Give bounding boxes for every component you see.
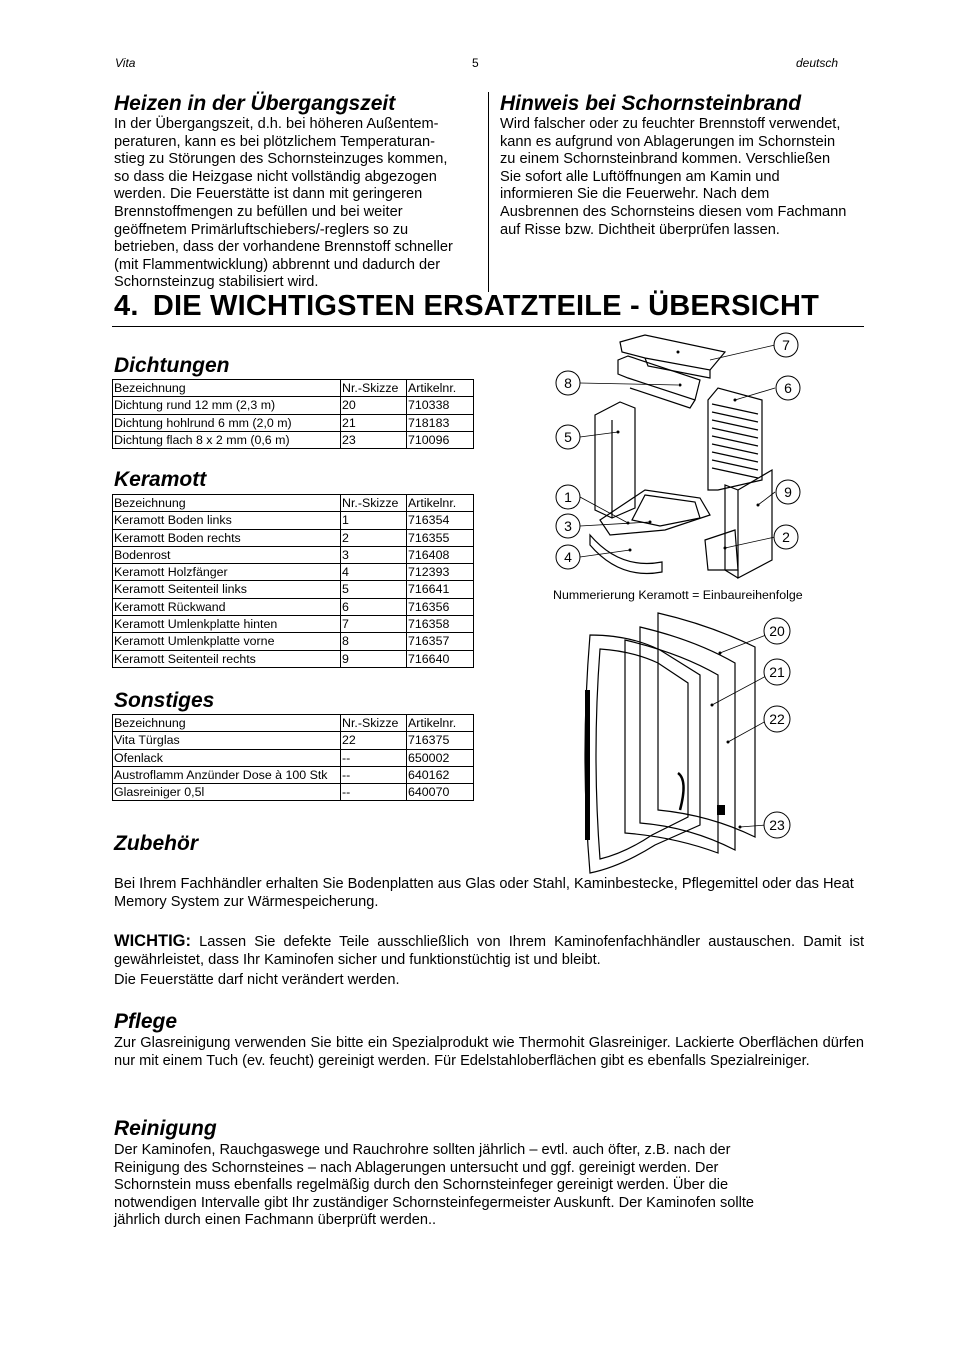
sonstiges-title: Sonstiges bbox=[114, 689, 215, 712]
table-row bbox=[113, 564, 474, 581]
cell: -- bbox=[341, 784, 407, 801]
reinigung-line: Schornstein muss ebenfalls regelmäßig durch den Schornsteinfeger gereinigt werden. Über die bbox=[114, 1177, 729, 1194]
reinigung-title: Reinigung bbox=[114, 1117, 217, 1140]
cell: 716408 bbox=[407, 546, 474, 563]
heizen-line: betrieben, dass der vorhandene Brennstoff schneller bbox=[114, 239, 453, 256]
table-row bbox=[113, 529, 474, 546]
hinweis-line: Wird falscher oder zu feuchter Brennstoff verwendet, bbox=[500, 116, 841, 132]
header-cell: Bezeichnung bbox=[113, 495, 341, 512]
table-row bbox=[113, 414, 474, 431]
cell: 7 bbox=[341, 616, 407, 633]
cell: 716641 bbox=[407, 581, 474, 598]
callout-5: 5 bbox=[564, 429, 572, 445]
cell: 650002 bbox=[407, 749, 474, 766]
reinigung-text bbox=[114, 1142, 864, 1230]
hinweis-line: Sie sofort alle Luftöffnungen am Kamin und bbox=[500, 168, 780, 185]
cell: Keramott Boden links bbox=[113, 512, 341, 529]
cell: 712393 bbox=[407, 564, 474, 581]
heizen-line: stieg zu Störungen des Schornsteinzuges kommen, bbox=[114, 151, 448, 168]
section-title: DIE WICHTIGSTEN ERSATZTEILE - ÜBERSICHT bbox=[152, 290, 820, 322]
dichtungen-table bbox=[112, 379, 474, 449]
pflege-title: Pflege bbox=[114, 1010, 178, 1033]
table-header-row bbox=[113, 495, 474, 512]
cell: Dichtung hohlrund 6 mm (2,0 m) bbox=[113, 414, 341, 431]
callout-1: 1 bbox=[564, 489, 572, 505]
cell: 21 bbox=[341, 414, 407, 431]
cell: Austroflamm Anzünder Dose à 100 Stk bbox=[113, 766, 341, 783]
cell: Ofenlack bbox=[113, 749, 341, 766]
heizen-line: (mit Flammentwicklung) abbrennt und dadurch der bbox=[114, 256, 441, 273]
cell: Keramott Holzfänger bbox=[113, 564, 341, 581]
cell: 22 bbox=[341, 732, 407, 749]
reinigung-line: Reinigung des Schornsteines – nach Ablagerungen untersucht und ggf. gereinigt werden. Der bbox=[114, 1159, 719, 1176]
cell: 716354 bbox=[407, 512, 474, 529]
cell: 716640 bbox=[407, 650, 474, 667]
header-cell: Bezeichnung bbox=[113, 715, 341, 732]
cell: Keramott Rückwand bbox=[113, 598, 341, 615]
wichtig-line2: Die Feuerstätte darf nicht verändert werden. bbox=[114, 972, 400, 988]
section-heading bbox=[114, 290, 819, 323]
cell: 716375 bbox=[407, 732, 474, 749]
hinweis-line: auf Risse bzw. Dichtheit überprüfen lassen. bbox=[500, 221, 780, 238]
hinweis-line: kann es aufgrund von Ablagerungen im Schornstein bbox=[500, 133, 836, 150]
callout-20: 20 bbox=[769, 623, 785, 639]
heizen-text bbox=[114, 116, 484, 292]
cell: Dichtung flach 8 x 2 mm (0,6 m) bbox=[113, 431, 341, 448]
header-left: Vita bbox=[115, 56, 136, 70]
heizen-section bbox=[114, 92, 484, 292]
cell: 716357 bbox=[407, 633, 474, 650]
section-rule bbox=[112, 326, 864, 327]
table-header-row bbox=[113, 715, 474, 732]
cell: Vita Türglas bbox=[113, 732, 341, 749]
heizen-title: Heizen in der Übergangszeit bbox=[114, 92, 396, 115]
header-cell: Artikelnr. bbox=[407, 495, 474, 512]
hinweis-section bbox=[500, 92, 870, 239]
header-cell: Artikelnr. bbox=[407, 380, 474, 397]
callout-23: 23 bbox=[769, 817, 785, 833]
heizen-line: Schornsteinzug stabilisiert wird. bbox=[114, 274, 319, 291]
hinweis-title: Hinweis bei Schornsteinbrand bbox=[500, 92, 802, 115]
cell: 716355 bbox=[407, 529, 474, 546]
callout-7: 7 bbox=[782, 337, 790, 353]
table-row bbox=[113, 749, 474, 766]
door-exploded-drawing bbox=[570, 605, 810, 877]
section-number: 4. bbox=[114, 290, 139, 322]
heizen-line: Brennstoffmengen zu befüllen und bei weiter bbox=[114, 203, 403, 220]
callout-22: 22 bbox=[769, 711, 785, 727]
cell: 640070 bbox=[407, 784, 474, 801]
wichtig-paragraph bbox=[114, 933, 864, 969]
keramott-exploded-drawing bbox=[550, 330, 820, 585]
table-row bbox=[113, 581, 474, 598]
cell: Bodenrost bbox=[113, 546, 341, 563]
cell: 710338 bbox=[407, 397, 474, 414]
callout-21: 21 bbox=[769, 664, 785, 680]
cell: 710096 bbox=[407, 431, 474, 448]
hinweis-line: zu einem Schornsteinbrand kommen. Verschließen bbox=[500, 151, 831, 168]
heizen-line: geöffnetem Primärluftschiebers/-reglers so zu bbox=[114, 221, 409, 238]
cell: 8 bbox=[341, 633, 407, 650]
table-header-row bbox=[113, 380, 474, 397]
hinweis-line: informieren Sie die Feuerwehr. Nach dem bbox=[500, 186, 770, 203]
cell: 1 bbox=[341, 512, 407, 529]
table-row bbox=[113, 784, 474, 801]
hinweis-line: Ausbrennen des Schornsteins diesen vom Fachmann bbox=[500, 203, 847, 220]
table-row bbox=[113, 598, 474, 615]
cell: Keramott Umlenkplatte hinten bbox=[113, 616, 341, 633]
figure-caption: Nummerierung Keramott = Einbaureihenfolge bbox=[553, 588, 803, 602]
callout-2: 2 bbox=[782, 529, 790, 545]
keramott-table bbox=[112, 494, 474, 668]
cell: Keramott Seitenteil rechts bbox=[113, 650, 341, 667]
table-row bbox=[113, 650, 474, 667]
hinweis-text bbox=[500, 116, 870, 239]
heizen-line: so dass die Heizgase nicht vollständig abgezogen bbox=[114, 168, 437, 185]
table-row bbox=[113, 766, 474, 783]
cell: 5 bbox=[341, 581, 407, 598]
heizen-line: peraturen, kann es bei plötzlichem Temperaturan- bbox=[114, 133, 435, 150]
table-row bbox=[113, 512, 474, 529]
callout-3: 3 bbox=[564, 518, 572, 534]
header-cell: Bezeichnung bbox=[113, 380, 341, 397]
header-cell: Nr.-Skizze bbox=[341, 495, 407, 512]
table-row bbox=[113, 546, 474, 563]
reinigung-line: jährlich durch einen Fachmann überprüft werden.. bbox=[114, 1212, 437, 1229]
header-cell: Nr.-Skizze bbox=[341, 715, 407, 732]
header-cell: Artikelnr. bbox=[407, 715, 474, 732]
cell: 23 bbox=[341, 431, 407, 448]
heizen-line: werden. Die Feuerstätte ist dann mit geringeren bbox=[114, 186, 423, 203]
cell: Glasreiniger 0,5l bbox=[113, 784, 341, 801]
reinigung-line: notwendigen Intervalle gibt Ihr zuständiger Schornsteinfegermeister Auskunft. Der Kaminofen sollte bbox=[114, 1194, 755, 1211]
cell: Keramott Seitenteil links bbox=[113, 581, 341, 598]
table-row bbox=[113, 616, 474, 633]
table-row bbox=[113, 397, 474, 414]
pflege-text: Zur Glasreinigung verwenden Sie bitte ein Spezialprodukt wie Thermohit Glasreiniger. Lackierte Oberflächen dürfen nur mit einem Tuch (ev. feucht) gereinigt werden. Für Edelstahloberflächen gibt es ebenfalls Spezialreiniger. bbox=[114, 1035, 864, 1069]
reinigung-line: Der Kaminofen, Rauchgaswege und Rauchrohre sollten jährlich – evtl. auch öfter, z.B. nach der bbox=[114, 1142, 731, 1158]
cell: 6 bbox=[341, 598, 407, 615]
cell: 716358 bbox=[407, 616, 474, 633]
zubehoer-title: Zubehör bbox=[114, 832, 198, 855]
keramott-title: Keramott bbox=[114, 468, 207, 491]
wichtig-text: Lassen Sie defekte Teile ausschließlich von Ihrem Kaminofenfachhändler austauschen. Damit ist gewährleistet, dass Ihr Kaminofen sicher und funktionstüchtig ist und bleibt. bbox=[114, 934, 864, 968]
cell: 9 bbox=[341, 650, 407, 667]
heizen-line: In der Übergangszeit, d.h. bei höheren Außentem- bbox=[114, 116, 439, 132]
cell: Keramott Boden rechts bbox=[113, 529, 341, 546]
cell: -- bbox=[341, 749, 407, 766]
header-right: deutsch bbox=[796, 56, 839, 70]
table-row bbox=[113, 431, 474, 448]
wichtig-label: WICHTIG: bbox=[114, 932, 191, 950]
cell: Dichtung rund 12 mm (2,3 m) bbox=[113, 397, 341, 414]
cell: 4 bbox=[341, 564, 407, 581]
sonstiges-table bbox=[112, 714, 474, 801]
column-divider bbox=[488, 92, 489, 292]
cell: -- bbox=[341, 766, 407, 783]
cell: 3 bbox=[341, 546, 407, 563]
dichtungen-title: Dichtungen bbox=[114, 354, 230, 377]
cell: 716356 bbox=[407, 598, 474, 615]
callout-4: 4 bbox=[564, 549, 572, 565]
cell: 640162 bbox=[407, 766, 474, 783]
cell: 718183 bbox=[407, 414, 474, 431]
table-row bbox=[113, 732, 474, 749]
cell: 20 bbox=[341, 397, 407, 414]
page-number: 5 bbox=[472, 56, 479, 70]
zubehoer-text: Bei Ihrem Fachhändler erhalten Sie Bodenplatten aus Glas oder Stahl, Kaminbestecke, Pflegemittel oder das Heat Memory System zur Wärmespeicherung. bbox=[114, 876, 854, 910]
header-cell: Nr.-Skizze bbox=[341, 380, 407, 397]
table-row bbox=[113, 633, 474, 650]
cell: 2 bbox=[341, 529, 407, 546]
cell: Keramott Umlenkplatte vorne bbox=[113, 633, 341, 650]
callout-9: 9 bbox=[784, 484, 792, 500]
callout-8: 8 bbox=[564, 375, 572, 391]
callout-6: 6 bbox=[784, 380, 792, 396]
